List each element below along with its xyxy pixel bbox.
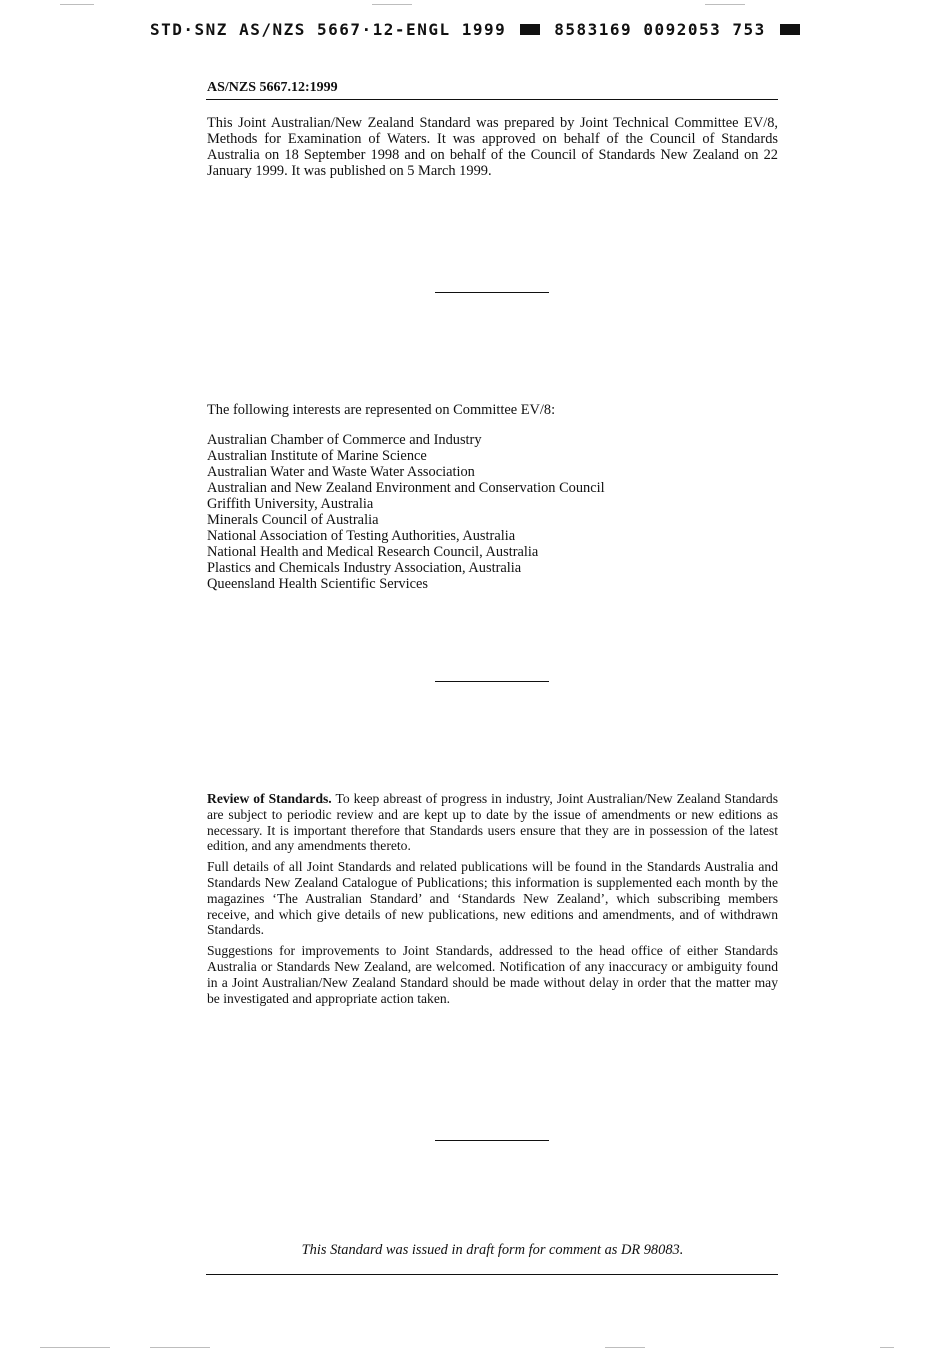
list-item: Queensland Health Scientific Services [207,576,428,592]
scan-artifact [40,1347,110,1348]
list-item: Australian and New Zealand Environment and Conservation Council [207,480,605,496]
list-item: Australian Water and Waste Water Association [207,464,475,480]
list-item: Australian Chamber of Commerce and Industry [207,432,482,448]
section-divider [435,681,549,682]
list-item: National Association of Testing Authorities, Australia [207,528,516,544]
interests-list [207,432,605,592]
header-rule [206,99,778,100]
black-block-mark [520,24,540,35]
document-id: AS/NZS 5667.12:1999 [207,80,338,95]
list-item: Plastics and Chemicals Industry Association, Australia [207,560,522,576]
footer-rule [206,1274,778,1275]
draft-note: This Standard was issued in draft form for comment as DR 98083. [301,1242,684,1258]
scan-header-right: 8583169 0092053 753 [554,19,766,39]
list-item: Australian Institute of Marine Science [207,448,427,464]
section-divider [435,292,549,293]
review-text-1: To keep abreast of progress in industry, Joint Australian/New Zealand Standards are subject to periodic review and are kept up to date by the issue of amendments or new editions as necessary. It is important therefore that Standards users ensure that they are in possession of the latest edition, and any amendments thereto. [207,791,778,854]
review-paragraph-1 [207,791,778,854]
list-item: Minerals Council of Australia [207,512,379,528]
review-of-standards [207,791,778,1011]
review-heading: Review of Standards. [207,791,332,806]
review-paragraph-3: Suggestions for improvements to Joint Standards, addressed to the head office of either Standards Australia or Standards New Zealand, are welcomed. Notification of any inaccuracy or ambiguity found in a Joint Australian/New Zealand Standard should be made without delay in order that the matter may be investigated and appropriate action taken. [207,943,778,1006]
scan-header [150,18,822,40]
list-item: Griffith University, Australia [207,496,374,512]
scan-artifact [605,1347,645,1348]
scan-artifact [705,4,745,5]
black-block-mark [780,24,800,35]
section-divider [435,1140,549,1141]
prepared-statement: This Joint Australian/New Zealand Standard was prepared by Joint Technical Committee EV/8, Methods for Examination of Waters. It was approved on behalf of the Council of Standards Australia on 18 September 1998 and on behalf of the Council of Standards New Zealand on 22 January 1999. It was published on 5 March 1999. [207,115,778,179]
scan-artifact [150,1347,210,1348]
scan-artifact [372,4,412,5]
scan-header-left: STD·SNZ AS/NZS 5667·12-ENGL 1999 [150,19,507,39]
list-item: National Health and Medical Research Council, Australia [207,544,539,560]
interests-intro: The following interests are represented on Committee EV/8: [207,402,556,418]
review-paragraph-2: Full details of all Joint Standards and related publications will be found in the Standards Australia and Standards New Zealand Catalogue of Publications; this information is supplemented each month by the magazines ‘The Australian Standard’ and ‘Standards New Zealand’, which subscribing members receive, and which give details of new publications, new editions and amendments, and of withdrawn Standards. [207,859,778,938]
scan-artifact [60,4,94,5]
scan-artifact [880,1347,894,1348]
